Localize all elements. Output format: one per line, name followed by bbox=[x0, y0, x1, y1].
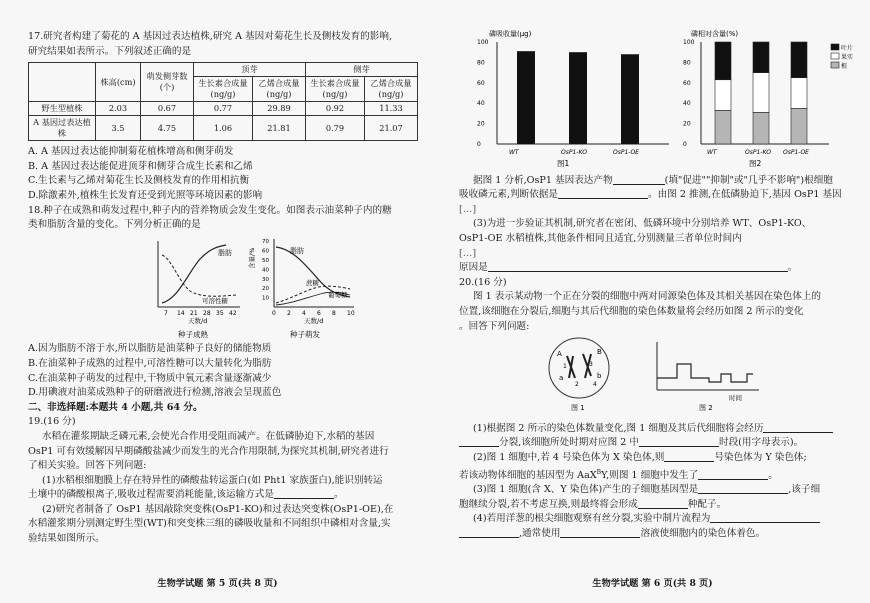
q20-figures bbox=[459, 334, 859, 416]
fig1-y-tick: 60 bbox=[477, 79, 485, 87]
legend-label: 果实 bbox=[841, 54, 854, 61]
q20-s3c: 胞继续分裂,若不考虑互换,则最终将会形成 bbox=[459, 498, 638, 510]
gene-label: A bbox=[557, 350, 562, 359]
fig2-y-tick: 0 bbox=[683, 141, 687, 148]
q20-figure-1-cell bbox=[549, 338, 609, 412]
q20-s4a: (4)若用洋葱的根尖细胞观察有丝分裂,实验中制片流程为 bbox=[473, 513, 711, 525]
page-6 bbox=[435, 0, 870, 603]
fig2-bar-segment bbox=[791, 42, 807, 78]
q20-s2a: (2)图 1 细胞中,若 4 号染色体为 X 染色体,则 bbox=[473, 451, 665, 463]
table-cell: 4.75 bbox=[141, 116, 194, 141]
th-auxin-top: 生长素合成量(ng/g) bbox=[194, 77, 253, 102]
legend-swatch bbox=[831, 62, 839, 68]
question-19-continued bbox=[459, 174, 859, 276]
q19-c5: OsP1-OE 水稻植株,其他条件相同且适宜,分别测量三者单位时间内 bbox=[459, 232, 742, 244]
q20-s4b: ,通常使用 bbox=[519, 528, 561, 540]
fig1-bar bbox=[621, 54, 639, 144]
q19-sub1-line2: 土壤中的磷酸根离子,吸收过程需要消耗能量,该运输方式是 bbox=[28, 489, 274, 501]
q20-para-line3: 。回答下列问题: bbox=[459, 320, 530, 332]
q20-s2b: 号染色体为 Y 染色体; bbox=[714, 451, 807, 463]
left-column bbox=[28, 30, 420, 547]
g1-fat-curve bbox=[162, 245, 226, 303]
q19-c1b: (填"促进""抑制"或"几乎不影响")根细胞 bbox=[664, 174, 833, 186]
q20-s2c: 若该动物体细胞的基因型为 AaX bbox=[459, 469, 597, 481]
question-19 bbox=[28, 415, 420, 546]
th-height: 株高(cm) bbox=[96, 63, 141, 102]
g1-x-tick: 21 bbox=[190, 309, 198, 317]
q18-option-c: C.在油菜种子萌发的过程中,干物质中氧元素含量逐渐减少 bbox=[28, 372, 272, 384]
g2-glucose-label: 葡萄糖 bbox=[328, 290, 348, 299]
q20-fig2-caption: 图 2 bbox=[699, 404, 713, 413]
table-cell: 0.77 bbox=[194, 102, 253, 116]
answer-blank[interactable] bbox=[639, 436, 719, 447]
fig2-y-tick: 20 bbox=[683, 120, 691, 128]
fig2-bar-segment bbox=[753, 112, 769, 144]
q20-para-line2: 位置,该细胞在分裂后,细胞与其后代细胞的染色体数量将会经历如图 2 所示的变化 bbox=[459, 305, 804, 317]
q20-figure-2-graph bbox=[657, 342, 759, 412]
fig2-title: 磷相对含量(%) bbox=[691, 30, 739, 38]
q20-s3b: ,该子细 bbox=[788, 484, 821, 496]
fig1-category-label: OsP1-OE bbox=[613, 149, 639, 156]
figure-1-phosphorus-uptake bbox=[477, 29, 669, 168]
g2-y-tick: 20 bbox=[262, 285, 269, 292]
q17-option-c: C.生长素与乙烯对菊花生长及侧枝发育的作用相抗衡 bbox=[28, 175, 250, 187]
q19-c7-end: 。 bbox=[787, 262, 798, 274]
g1-x-tick: 28 bbox=[203, 309, 211, 317]
section-2-heading: 二、非选择题:本题共 4 小题,共 64 分。 bbox=[28, 401, 203, 413]
q19-c7: 原因是 bbox=[459, 262, 488, 274]
fig2-category-label: OsP1-KO bbox=[745, 149, 771, 156]
q19-c1: 据图 1 分析,OsP1 基因表达产物 bbox=[473, 174, 613, 186]
th-top-bud: 顶芽 bbox=[194, 63, 306, 77]
table-cell: 0.67 bbox=[141, 102, 194, 116]
g2-x-tick: 2 bbox=[287, 309, 291, 317]
g1-x-tick: 14 bbox=[177, 309, 185, 317]
table-cell: 2.03 bbox=[96, 102, 141, 116]
th-side-bud: 侧芽 bbox=[306, 63, 418, 77]
legend-swatch bbox=[831, 44, 839, 50]
table-cell: 21.81 bbox=[253, 116, 306, 141]
answer-blank[interactable] bbox=[274, 488, 334, 499]
q17-option-b: B. A 基因过表达能促进顶芽和侧芽合成生长素和乙烯 bbox=[28, 160, 253, 172]
question-18 bbox=[28, 204, 420, 401]
g1-x-label: 天数/d bbox=[188, 316, 208, 325]
gene-label: B bbox=[597, 348, 602, 357]
fig2-y-tick: 80 bbox=[683, 59, 691, 67]
graph-seed-maturation bbox=[158, 241, 240, 339]
fig2-bar-segment bbox=[715, 42, 731, 80]
g1-x-tick: 42 bbox=[229, 309, 237, 317]
table-cell: 29.89 bbox=[253, 102, 306, 116]
q18-stem-line2: 类和脂肪含量的变化。下列分析正确的是 bbox=[28, 219, 201, 231]
question-17 bbox=[28, 30, 420, 204]
g2-x-tick: 10 bbox=[347, 309, 355, 317]
table-row bbox=[29, 116, 418, 141]
q19-para-line3: 了相关实验。回答下列问题: bbox=[28, 460, 147, 472]
q20-s1b: 分裂,该细胞所处时期对应图 2 中 bbox=[499, 437, 639, 449]
fig2-y-tick: 100 bbox=[683, 39, 695, 46]
q20-head: 20.(16 分) bbox=[459, 276, 507, 288]
fig2-bar-segment bbox=[791, 78, 807, 109]
table-cell: 3.5 bbox=[96, 116, 141, 141]
q20-s4c: 溶液使细胞内的染色体着色。 bbox=[640, 528, 766, 540]
page-5-footer: 生物学试题 第 5 页(共 8 页) bbox=[157, 578, 278, 589]
q18-option-a: A.因为脂肪不溶于水,所以脂肪是油菜种子良好的储能物质 bbox=[28, 343, 272, 355]
q19-sub2-line3: 验结果如图所示。 bbox=[28, 533, 105, 545]
fig1-bar bbox=[569, 52, 587, 144]
table-cell: 1.06 bbox=[194, 116, 253, 141]
answer-blank[interactable] bbox=[638, 498, 688, 509]
g2-x-tick: 4 bbox=[302, 309, 306, 317]
q17-option-d: D.除激素外,植株生长发育还受到光照等环境因素的影响 bbox=[28, 189, 263, 201]
q18-option-b: B.在油菜种子成熟的过程中,可溶性糖可以大量转化为脂肪 bbox=[28, 357, 272, 369]
chromosome-number-curve bbox=[657, 364, 753, 382]
right-column bbox=[459, 26, 859, 542]
q19-para-line2: OsP1 可有效缓解因早期磷酸盐减少而发生的光合作用限制,为探究其机制,研究者进行 bbox=[28, 445, 389, 457]
q18-figures bbox=[28, 233, 420, 339]
fig2-category-label: OsP1-OE bbox=[783, 149, 809, 156]
g2-y-tick: 40 bbox=[262, 267, 269, 274]
g1-caption: 种子成熟 bbox=[178, 329, 208, 339]
cell-membrane bbox=[549, 338, 609, 398]
answer-blank[interactable] bbox=[488, 261, 788, 272]
fig2-y-tick: 60 bbox=[683, 79, 691, 87]
q17-stem-line2: 研究结果如表所示。下列叙述正确的是 bbox=[28, 45, 192, 57]
chromosome-pair-1 bbox=[567, 356, 575, 378]
q19-sub2-line2: 水稻灌浆期分别测定野生型(WT)和突变株三组的磷吸收量和不同组织中磷相对含量,实 bbox=[28, 518, 391, 530]
legend-label: 叶片 bbox=[841, 45, 854, 52]
answer-blank[interactable] bbox=[558, 188, 648, 199]
legend-swatch bbox=[831, 53, 839, 59]
g2-fat-label: 脂肪 bbox=[290, 246, 304, 255]
g1-sugar-label: 可溶性糖 bbox=[202, 296, 228, 305]
fig1-category-label: OsP1-KO bbox=[561, 149, 587, 156]
answer-blank[interactable] bbox=[459, 436, 499, 447]
g2-fat-curve bbox=[276, 247, 350, 297]
fig2-y-tick: 40 bbox=[683, 100, 691, 108]
fig2-caption: 图2 bbox=[749, 159, 762, 168]
fig1-title: 磷吸收量(μg) bbox=[489, 30, 532, 38]
answer-blank[interactable] bbox=[664, 451, 714, 462]
answer-blank[interactable] bbox=[698, 469, 768, 480]
question-20: 20.(16 分) 图 1 表示某动物一个正在分裂的细胞中两对同源染色体及其相关基因在染色体上的 位置,该细胞在分裂后,细胞与其后代细胞的染色体数量将会经历如图 2 所示的变化 。回答下列问题: A a B b 1 2 3 4 图 1 时间 图 2 (1)根据图 2 所示的染色体数量变化,图 1 细胞及其后代细胞将会经历 分裂,该细胞所处时期对应图 2 中 时段(用字母表示)。 (2)图 1 细胞中,若 4 号染色体为 X 染色体,则 号染色体为 Y 染色体; 若该动物体细胞的基因型为 AaX$^B$Y,则图 1 细胞中发生了 。 (3)图 1 细胞(含 X、Y 染色体)产生的子细胞基因型是 ,该子细 胞继续分裂,若不考虑互换,则最终将会形成 种配子。 (4)若用洋葱的根尖细胞观察有丝分裂,实验中制片流程为 ,通常使用 溶液使细胞内的染色体着色。 bbox=[459, 276, 859, 542]
q17-stem-line1: 17.研究者构建了菊花的 A 基因过表达植株,研究 A 基因对菊花生长及侧枝发育的影响, bbox=[28, 31, 393, 42]
q19-para-line1: 水稻在灌浆期缺乏磷元素,会使光合作用受阻而减产。在低磷胁迫下,水稻的基因 bbox=[42, 430, 375, 442]
q20-s1a: (1)根据图 2 所示的染色体数量变化,图 1 细胞及其后代细胞将会经历 bbox=[473, 422, 764, 434]
g2-x-tick: 8 bbox=[332, 309, 336, 317]
answer-blank[interactable] bbox=[560, 527, 640, 538]
g2-sucrose-label: 蔗糖 bbox=[306, 278, 319, 287]
q19-c2b: 。由图 2 推测,在低磷胁迫下,基因 OsP1 基因 bbox=[648, 189, 842, 201]
figure-2-phosphorus-distribution bbox=[683, 29, 853, 168]
fig1-bar bbox=[517, 51, 535, 144]
g2-y-label: 含量/% bbox=[248, 247, 256, 269]
q20-s2-end: 。 bbox=[768, 469, 778, 481]
th-buds: 萌发侧芽数(个) bbox=[141, 63, 194, 102]
gene-label: b bbox=[597, 372, 602, 381]
g2-x-tick: 6 bbox=[317, 309, 321, 317]
q19-c2: 吸收磷元素,判断依据是 bbox=[459, 189, 558, 201]
legend-label: 根 bbox=[841, 63, 848, 70]
q19-sub1-end: 。 bbox=[333, 489, 344, 501]
q19-figures bbox=[459, 26, 859, 168]
chromosome-number: 2 bbox=[575, 381, 579, 389]
fig1-y-tick: 80 bbox=[477, 59, 485, 67]
table-cell: 21.07 bbox=[365, 116, 418, 141]
fig2-bar-segment bbox=[715, 110, 731, 144]
q18-stem-line1: 18.种子在成熟和萌发过程中,种子内的营养物质会发生变化。如图表示油菜种子内的糖 bbox=[28, 204, 392, 216]
fig1-y-tick: 40 bbox=[477, 100, 485, 108]
table-cell: 0.79 bbox=[306, 116, 365, 141]
g1-x-tick: 7 bbox=[164, 309, 168, 317]
chromosome-number: 3 bbox=[589, 361, 593, 369]
th-ethylene-side: 乙烯合成量(ng/g) bbox=[365, 77, 418, 102]
q20-g2-x-label: 时间 bbox=[729, 394, 742, 403]
g2-y-tick: 70 bbox=[262, 238, 269, 245]
q19-c6: […] bbox=[459, 247, 477, 259]
q20-s3d: 种配子。 bbox=[687, 498, 727, 510]
q20-s2d: Y,则图 1 细胞中发生了 bbox=[601, 469, 699, 481]
fig1-caption: 图1 bbox=[557, 159, 570, 168]
th-ethylene-top: 乙烯合成量(ng/g) bbox=[253, 77, 306, 102]
q20-s1c: 时段(用字母表示)。 bbox=[718, 437, 804, 449]
answer-blank[interactable] bbox=[763, 422, 833, 433]
answer-blank[interactable] bbox=[459, 527, 519, 538]
page-6-footer: 生物学试题 第 6 页(共 8 页) bbox=[592, 578, 713, 589]
fig2-category-label: WT bbox=[707, 149, 717, 156]
fig1-category-label: WT bbox=[509, 149, 519, 156]
q18-option-d: D.用碘液对油菜成熟种子的研磨液进行检测,溶液会呈现蓝色 bbox=[28, 387, 282, 399]
fig1-y-tick: 0 bbox=[477, 141, 481, 148]
q19-head: 19.(16 分) bbox=[28, 416, 76, 428]
gene-label: a bbox=[559, 374, 564, 383]
q19-sub2-line1: (2)研究者制备了 OsP1 基因敲除突变株(OsP1-KO)和过表达突变株(OsP1-OE),在 bbox=[42, 503, 394, 515]
th-auxin-side: 生长素合成量(ng/g) bbox=[306, 77, 365, 102]
table-row bbox=[29, 102, 418, 116]
q19-sub1-line1: (1)水稻根细胞膜上存在特异性的磷酸盐转运蛋白(如 Pht1 家族蛋白),能识别转运 bbox=[42, 474, 383, 486]
fig2-bar-segment bbox=[753, 42, 769, 73]
fig1-y-tick: 20 bbox=[477, 120, 485, 128]
q19-c4: (3)为进一步验证其机制,研究者在密闭、低磷环境中分别培养 WT、OsP1-KO、 bbox=[473, 218, 812, 230]
table-cell: 0.92 bbox=[306, 102, 365, 116]
q20-s3a: (3)图 1 细胞(含 X、Y 染色体)产生的子细胞基因型是 bbox=[473, 484, 699, 496]
q20-para-line1: 图 1 表示某动物一个正在分裂的细胞中两对同源染色体及其相关基因在染色体上的 bbox=[473, 291, 821, 303]
g2-x-label: 天数/d bbox=[304, 316, 324, 325]
g2-y-tick: 30 bbox=[262, 276, 269, 283]
row-label: A 基因过表达植株 bbox=[29, 116, 96, 141]
fig2-bar-segment bbox=[753, 73, 769, 113]
q17-results-table bbox=[28, 62, 418, 141]
chromosome-number: 4 bbox=[593, 381, 597, 389]
g1-fat-label: 脂肪 bbox=[218, 248, 232, 257]
g2-y-tick: 10 bbox=[262, 295, 269, 302]
g1-x-tick: 35 bbox=[216, 309, 224, 317]
answer-blank[interactable] bbox=[710, 512, 820, 523]
answer-blank[interactable] bbox=[613, 174, 665, 185]
g2-y-tick: 50 bbox=[262, 257, 269, 264]
q20-fig1-caption: 图 1 bbox=[571, 404, 585, 413]
chromosome-number: 1 bbox=[563, 363, 567, 371]
table-cell: 11.33 bbox=[365, 102, 418, 116]
q19-c3: […] bbox=[459, 203, 477, 215]
row-label: 野生型植株 bbox=[29, 102, 96, 116]
g2-x-tick: 0 bbox=[272, 309, 276, 317]
q17-option-a: A. A 基因过表达能抑制菊花植株增高和侧芽萌发 bbox=[28, 146, 234, 158]
answer-blank[interactable] bbox=[698, 483, 788, 494]
graph-seed-germination bbox=[247, 239, 355, 339]
fig2-bar-segment bbox=[791, 108, 807, 144]
g2-caption: 种子萌发 bbox=[290, 329, 320, 339]
g2-y-tick: 60 bbox=[262, 248, 269, 255]
fig2-bar-segment bbox=[715, 80, 731, 111]
fig1-y-tick: 100 bbox=[477, 39, 489, 46]
